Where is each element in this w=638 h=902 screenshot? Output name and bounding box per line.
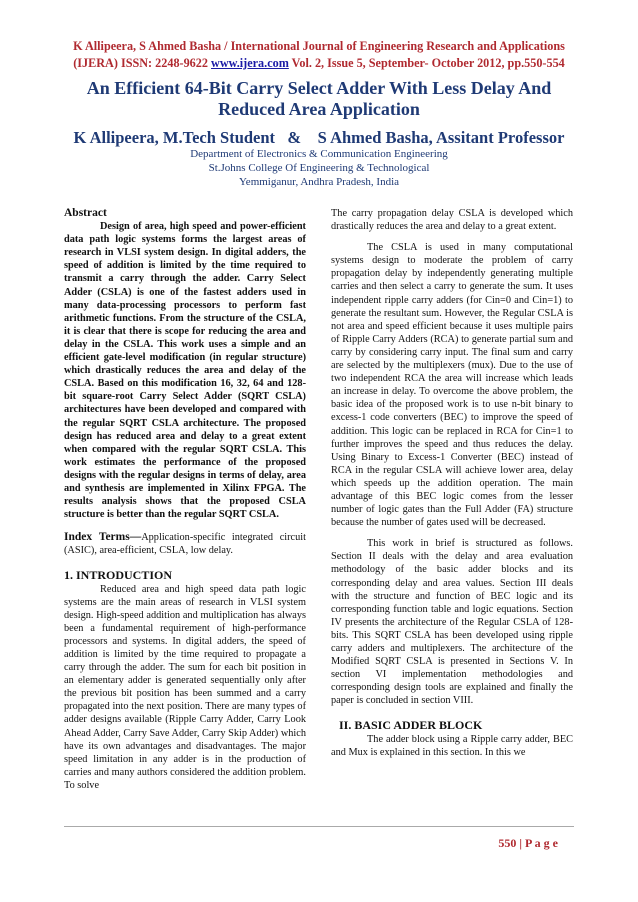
intro-heading: 1. INTRODUCTION [64, 568, 173, 583]
right-paragraph-2: The CSLA is used in many computational systems design to moderate the problem of carry propagation delay by independently generating multiple carries and then select a carry to generate the sum. It uses independent ripple carry adders (for Cin=0 and Cin=1) to generate the resultant sum. However, the Regular CSLA is not area and speed efficient because it uses multiple pairs of Ripple Carry Adders (RCA) to generate partial sum and carry by considering carry input. The final sum and carry are selected by the multiplexers (mux). Due to the use of two independent RCA the area will increase which leads an increase in delay. To overcome the above problem, the basic idea of the proposed work is to use n-bit binary to excess-1 code converters (BEC) to improve the speed of addition. This logic can be replaced in RCA for Cin=1 to further improves the speed and thus reduces the delay. Using Binary to Excess-1 Converter (BEC) instead of RCA in the regular CSLA will achieve lower area, delay which speeds up the addition operation. The main advantage of this BEC logic comes from the lesser number of logic gates than the Full Adder (FA) structure because the number of gates used will be decreased. [331, 242, 573, 529]
affiliation-line-3: Yemmiganur, Andhra Pradesh, India [238, 176, 400, 188]
index-terms-text: Application-specific integrated circuit (ASIC), area-efficient, CSLA, low delay. [64, 532, 306, 557]
section-2-heading: II. BASIC ADDER BLOCK [339, 718, 483, 733]
journal-header [0, 38, 638, 72]
right-paragraph-3: This work in brief is structured as follows. Section II deals with the delay and area evaluation methodology of the basic adder blocks and its corresponding delay and area values. Section III deals with the structure and function of BEC logic and its corresponding function table and logic equations. Section IV presents the architecture of the Regular CSLA of 128-bits. This SQRT CSLA has been developed using ripple carry adders and multiplexers. The architecture of the Modified SQRT CSLA is presented in Sections V. In section VI implementation methodologies and corresponding design tools are explained and finally the paper is concluded in section VIII. [331, 538, 573, 707]
header-issn: (IJERA) ISSN: 2248-9622 [73, 56, 212, 70]
header-line-2 [0, 55, 638, 72]
abstract-text: Design of area, high speed and power-efficient data path logic systems forms the largest areas of research in VLSI system design. In digital adders, the speed of addition is limited by the time required to transmit a carry through the adder. Carry Select Adder (CSLA) is one of the fastest adders used in many data-processing processors to perform fast arithmetic functions. From the structure of the CSLA, it is clear that there is scope for reducing the area and delay in the CSLA. This work uses a simple and an efficient gate-level modification (in regular structure) which drastically reduces the area and delay of the CSLA. Based on this modification 16, 32, 64 and 128-bit square-root Carry Select Adder (SQRT CSLA) architectures have been developed and compared with the regular SQRT CSLA architecture. The proposed design has reduced area and delay to a great extent when compared with the regular SQRT CSLA. This work estimates the performance of the proposed designs with the regular designs in terms of delay, area and synthesis are implemented in Xilinx FPGA. The results analysis shows that the proposed CSLA structure is better than the regular SQRT CSLA. [64, 221, 306, 521]
index-terms [64, 531, 306, 557]
paper-title [0, 78, 638, 120]
affiliation-line-2: St.Johns College Of Engineering & Technological [208, 162, 430, 174]
header-line-1: K Allipeera, S Ahmed Basha / International Journal of Engineering Research and Applications [73, 39, 565, 53]
page-number: 550 | P a g e [498, 836, 558, 850]
journal-link[interactable]: www.ijera.com [211, 56, 289, 70]
index-terms-label: Index Terms— [64, 531, 142, 544]
right-column [331, 207, 573, 759]
affiliation-line-1: Department of Electronics & Communication Engineering [190, 148, 448, 160]
title-line-1: An Efficient 64-Bit Carry Select Adder With Less Delay And [86, 78, 552, 98]
left-column [64, 207, 306, 792]
right-paragraph-1: The carry propagation delay CSLA is developed which drastically reduces the area and delay to a great extent. [331, 208, 573, 233]
footer-divider [64, 826, 574, 827]
section-2-text: The adder block using a Ripple carry adder, BEC and Mux is explained in this section. In this we [331, 733, 573, 758]
authors: K Allipeera, M.Tech Student & S Ahmed Basha, Assitant Professor [73, 128, 565, 147]
intro-text: Reduced area and high speed data path logic systems are the main areas of research in VLSI system design. High-speed addition and multiplication has always been a fundamental requirement of high-performance processors and systems. In digital adders, the speed of addition is limited by the time required to propagate a carry through the adder. The sum for each bit position in an elementary adder is generated sequentially only after the previous bit position has been summed and a carry propagated into the next position. There are many types of adder designs available (Ripple Carry Adder, Carry Look Ahead Adder, Carry Save Adder, Carry Skip Adder) which have its own advantages and disadvantages. The major speed limitation in any adder is in the production of carries and many authors considered the addition problem. To solve [64, 583, 306, 791]
affiliation [0, 147, 638, 189]
header-volume: Vol. 2, Issue 5, September- October 2012, pp.550-554 [288, 56, 565, 70]
abstract-heading: Abstract [64, 207, 107, 219]
title-line-2: Reduced Area Application [218, 99, 420, 119]
